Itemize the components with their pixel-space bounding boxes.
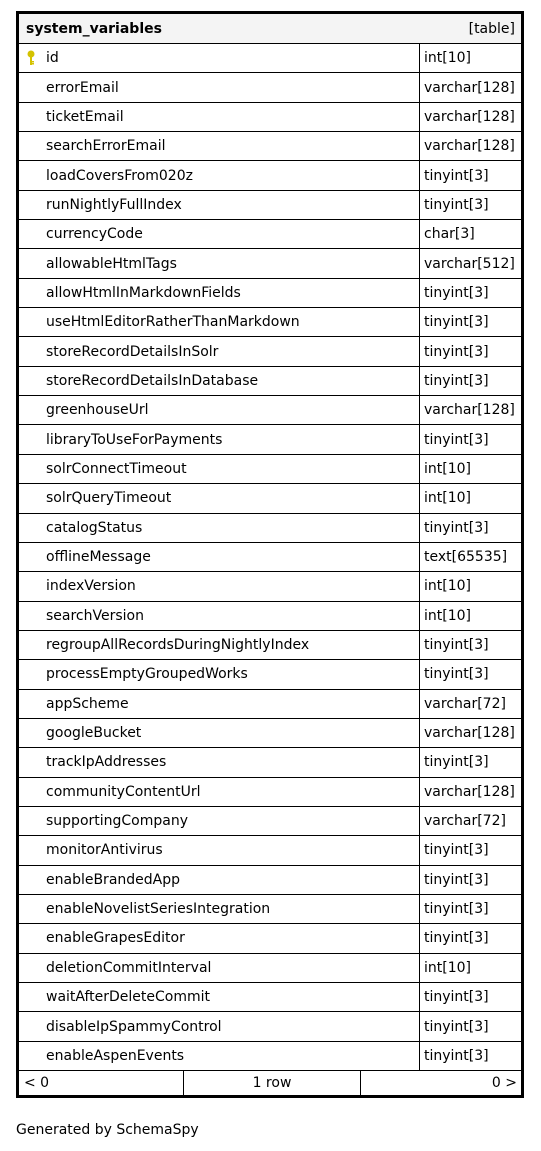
table-node bbox=[16, 11, 524, 1098]
column-name: useHtmlEditorRatherThanMarkdown bbox=[46, 314, 300, 331]
column-type: varchar[128] bbox=[424, 725, 515, 742]
column-name: searchVersion bbox=[46, 607, 144, 624]
column-row bbox=[19, 337, 521, 366]
column-name: enableNovelistSeriesIntegration bbox=[46, 901, 271, 918]
column-row bbox=[19, 954, 521, 983]
column-type: int[10] bbox=[424, 460, 471, 477]
column-name: solrQueryTimeout bbox=[46, 490, 172, 507]
column-name-cell bbox=[19, 807, 420, 835]
column-name-cell bbox=[19, 983, 420, 1011]
column-name-cell bbox=[19, 602, 420, 630]
column-row bbox=[19, 631, 521, 660]
column-list bbox=[19, 44, 521, 1071]
column-type: varchar[128] bbox=[424, 402, 515, 419]
column-name: loadCoversFrom020z bbox=[46, 167, 193, 184]
column-name-cell bbox=[19, 631, 420, 659]
column-name: allowHtmlInMarkdownFields bbox=[46, 284, 241, 301]
column-name: enableBrandedApp bbox=[46, 871, 181, 888]
column-row bbox=[19, 220, 521, 249]
column-name-cell bbox=[19, 367, 420, 395]
column-name-cell bbox=[19, 191, 420, 219]
column-type: int[10] bbox=[424, 490, 471, 507]
column-name: deletionCommitInterval bbox=[46, 959, 212, 976]
column-row bbox=[19, 44, 521, 73]
column-name: enableAspenEvents bbox=[46, 1047, 185, 1064]
column-name-cell bbox=[19, 455, 420, 483]
column-row bbox=[19, 249, 521, 278]
column-type: varchar[512] bbox=[424, 255, 515, 272]
column-row bbox=[19, 103, 521, 132]
column-name: errorEmail bbox=[46, 79, 119, 96]
column-name: searchErrorEmail bbox=[46, 138, 166, 155]
column-type: tinyint[3] bbox=[424, 519, 489, 536]
column-name: ticketEmail bbox=[46, 108, 124, 125]
column-name: monitorAntivirus bbox=[46, 842, 163, 859]
column-row bbox=[19, 161, 521, 190]
column-type: tinyint[3] bbox=[424, 754, 489, 771]
column-name: greenhouseUrl bbox=[46, 402, 149, 419]
column-name-cell bbox=[19, 249, 420, 277]
column-name: indexVersion bbox=[46, 578, 136, 595]
column-name-cell bbox=[19, 308, 420, 336]
column-type: tinyint[3] bbox=[424, 842, 489, 859]
column-type: int[10] bbox=[424, 50, 471, 67]
column-type: int[10] bbox=[424, 578, 471, 595]
column-type: varchar[128] bbox=[424, 79, 515, 96]
column-row bbox=[19, 367, 521, 396]
column-name-cell bbox=[19, 161, 420, 189]
column-row bbox=[19, 425, 521, 454]
column-name-cell bbox=[19, 132, 420, 160]
column-name-cell bbox=[19, 866, 420, 894]
column-name: regroupAllRecordsDuringNightlyIndex bbox=[46, 637, 310, 654]
table-kind: [table] bbox=[468, 20, 515, 37]
column-name: catalogStatus bbox=[46, 519, 143, 536]
column-name: appScheme bbox=[46, 695, 129, 712]
column-name: storeRecordDetailsInDatabase bbox=[46, 372, 259, 389]
column-type: tinyint[3] bbox=[424, 343, 489, 360]
column-name: solrConnectTimeout bbox=[46, 460, 187, 477]
column-type: tinyint[3] bbox=[424, 167, 489, 184]
column-name-cell bbox=[19, 396, 420, 424]
column-type: tinyint[3] bbox=[424, 314, 489, 331]
column-type: int[10] bbox=[424, 607, 471, 624]
column-name: disableIpSpammyControl bbox=[46, 1018, 222, 1035]
column-row bbox=[19, 807, 521, 836]
column-name-cell bbox=[19, 836, 420, 864]
column-row bbox=[19, 690, 521, 719]
column-name-cell bbox=[19, 103, 420, 131]
column-name: waitAfterDeleteCommit bbox=[46, 989, 211, 1006]
column-name: supportingCompany bbox=[46, 813, 189, 830]
column-name-cell bbox=[19, 279, 420, 307]
column-name-cell bbox=[19, 220, 420, 248]
table-header bbox=[19, 14, 521, 44]
column-name-cell bbox=[19, 660, 420, 688]
column-type: tinyint[3] bbox=[424, 1047, 489, 1064]
column-name-cell bbox=[19, 514, 420, 542]
column-type: tinyint[3] bbox=[424, 284, 489, 301]
column-type: tinyint[3] bbox=[424, 901, 489, 918]
column-name-cell bbox=[19, 572, 420, 600]
table-footer bbox=[19, 1071, 521, 1095]
children-count: 0 > bbox=[491, 1075, 517, 1092]
column-row bbox=[19, 866, 521, 895]
column-type: tinyint[3] bbox=[424, 989, 489, 1006]
column-name: storeRecordDetailsInSolr bbox=[46, 343, 219, 360]
column-type: varchar[128] bbox=[424, 783, 515, 800]
column-row bbox=[19, 455, 521, 484]
column-name: communityContentUrl bbox=[46, 783, 201, 800]
column-row bbox=[19, 543, 521, 572]
column-row bbox=[19, 308, 521, 337]
column-type: int[10] bbox=[424, 959, 471, 976]
column-name-cell bbox=[19, 73, 420, 101]
column-row bbox=[19, 572, 521, 601]
column-name: runNightlyFullIndex bbox=[46, 196, 182, 213]
column-row bbox=[19, 983, 521, 1012]
column-name: currencyCode bbox=[46, 226, 143, 243]
column-type: tinyint[3] bbox=[424, 1018, 489, 1035]
column-row bbox=[19, 602, 521, 631]
column-name-cell bbox=[19, 778, 420, 806]
column-row bbox=[19, 132, 521, 161]
column-name-cell bbox=[19, 543, 420, 571]
column-name: googleBucket bbox=[46, 725, 142, 742]
column-type: tinyint[3] bbox=[424, 871, 489, 888]
column-name-cell bbox=[19, 337, 420, 365]
column-name: offlineMessage bbox=[46, 549, 151, 566]
generated-by-label: Generated by SchemaSpy bbox=[16, 1122, 199, 1138]
column-row bbox=[19, 778, 521, 807]
column-name-cell bbox=[19, 924, 420, 952]
column-row bbox=[19, 924, 521, 953]
column-row bbox=[19, 73, 521, 102]
column-row bbox=[19, 719, 521, 748]
column-name-cell bbox=[19, 1012, 420, 1040]
column-type: tinyint[3] bbox=[424, 372, 489, 389]
column-name-cell bbox=[19, 895, 420, 923]
column-row bbox=[19, 660, 521, 689]
column-row bbox=[19, 895, 521, 924]
column-type: text[65535] bbox=[424, 549, 508, 566]
column-name-cell bbox=[19, 425, 420, 453]
column-name: enableGrapesEditor bbox=[46, 930, 185, 947]
column-type: varchar[128] bbox=[424, 138, 515, 155]
column-type: varchar[128] bbox=[424, 108, 515, 125]
column-row bbox=[19, 279, 521, 308]
column-row bbox=[19, 748, 521, 777]
primary-key-icon bbox=[26, 50, 46, 66]
column-name: processEmptyGroupedWorks bbox=[46, 666, 248, 683]
column-name: allowableHtmlTags bbox=[46, 255, 177, 272]
column-row bbox=[19, 836, 521, 865]
row-count: 1 row bbox=[184, 1071, 361, 1095]
column-row bbox=[19, 484, 521, 513]
column-row bbox=[19, 191, 521, 220]
column-type: tinyint[3] bbox=[424, 196, 489, 213]
column-type: varchar[72] bbox=[424, 813, 506, 830]
column-type: tinyint[3] bbox=[424, 930, 489, 947]
column-type: char[3] bbox=[424, 226, 475, 243]
column-name-cell bbox=[19, 690, 420, 718]
column-name-cell bbox=[19, 44, 420, 72]
column-row bbox=[19, 514, 521, 543]
column-type: tinyint[3] bbox=[424, 431, 489, 448]
column-row bbox=[19, 1042, 521, 1071]
column-name-cell bbox=[19, 1042, 420, 1070]
column-name: libraryToUseForPayments bbox=[46, 431, 223, 448]
table-name: system_variables bbox=[26, 20, 162, 37]
column-name: trackIpAddresses bbox=[46, 754, 167, 771]
column-name-cell bbox=[19, 484, 420, 512]
column-name-cell bbox=[19, 719, 420, 747]
column-row bbox=[19, 1012, 521, 1041]
column-row bbox=[19, 396, 521, 425]
column-type: varchar[72] bbox=[424, 695, 506, 712]
column-name: id bbox=[46, 50, 59, 67]
parents-count: < 0 bbox=[19, 1071, 184, 1095]
column-name-cell bbox=[19, 748, 420, 776]
column-type: tinyint[3] bbox=[424, 666, 489, 683]
column-type: tinyint[3] bbox=[424, 637, 489, 654]
column-name-cell bbox=[19, 954, 420, 982]
